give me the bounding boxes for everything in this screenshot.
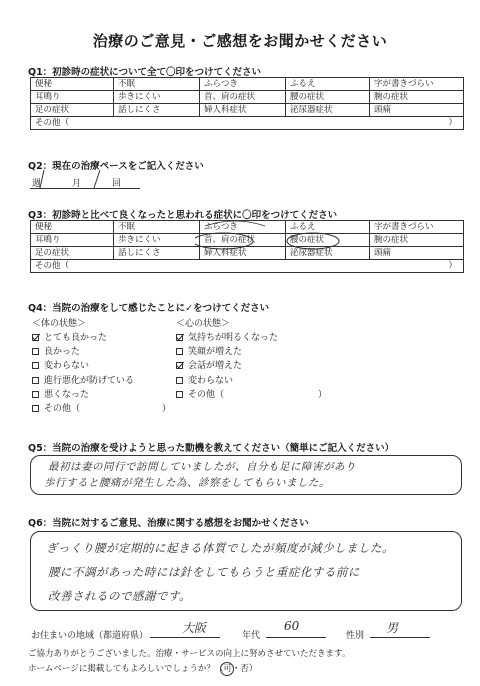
q3-cell[interactable]: 歩きにくい <box>114 234 200 247</box>
q1-cell[interactable]: ふるえ <box>286 78 370 91</box>
q3-cell[interactable]: 婦人科症状 <box>200 247 286 260</box>
q4-mind-option[interactable] <box>176 389 366 403</box>
q4-body-option-label: とても良かった <box>44 333 108 343</box>
checkbox-icon[interactable] <box>32 391 39 398</box>
q1-cell[interactable]: ふらつき <box>200 78 286 91</box>
q4-mind-title: ＜心の状態＞ <box>176 319 231 329</box>
checkbox-icon[interactable] <box>32 348 39 355</box>
q2-times-label: 回 <box>112 179 122 189</box>
q6-answer-line: 改善されるので感謝です。 <box>48 589 192 603</box>
q4-mind-option[interactable] <box>176 360 366 374</box>
q3-other-label: その他（ <box>35 261 70 271</box>
q1-other-field[interactable] <box>31 117 464 130</box>
q4-mind-option-label: 気持ちが明るくなった <box>188 333 279 343</box>
q3-cell[interactable]: 首、肩の症状 <box>200 234 286 247</box>
q3-heading: Q3：初診時と比べて良くなったと思われる症状に〇印をつけてください <box>28 210 338 221</box>
q1-cell[interactable]: 不眠 <box>114 78 200 91</box>
q1-cell[interactable]: 腰の症状 <box>286 91 370 104</box>
gender-label: 性別 <box>346 631 365 641</box>
q2-slash-marks <box>30 166 140 192</box>
q1-heading: Q1：初診時の症状について全て〇印をつけてください <box>28 67 261 78</box>
q1-cell[interactable]: 首、肩の症状 <box>200 91 286 104</box>
table-row <box>31 260 464 273</box>
checkbox-icon[interactable] <box>32 377 39 384</box>
q3-other-field[interactable] <box>31 260 464 273</box>
q4-mind-option[interactable] <box>176 332 366 346</box>
q4-mind-option-label: 笑顔が増えた <box>188 347 243 358</box>
table-row <box>31 78 464 91</box>
q1-cell[interactable]: 足の症状 <box>31 104 114 117</box>
checkbox-icon[interactable] <box>32 362 39 369</box>
q3-cell[interactable]: 腰の症状 <box>286 234 370 247</box>
q3-cell[interactable]: 泌尿器症状 <box>286 247 370 260</box>
q4-heading: Q4：当院の治療をして感じたことに✓をつけてください <box>28 303 270 314</box>
q4-mind-other-close: ） <box>318 389 328 400</box>
q1-other-close: ） <box>448 118 457 128</box>
q1-cell[interactable]: 腕の症状 <box>370 91 464 104</box>
gender-field[interactable] <box>370 624 430 638</box>
checkbox-icon[interactable] <box>176 362 183 369</box>
q2-week-label: 週 <box>32 179 42 189</box>
q3-cell[interactable]: 話しにくさ <box>114 247 200 260</box>
q4-body-title: ＜体の状態＞ <box>32 319 87 329</box>
age-label: 年代 <box>242 631 261 641</box>
q3-cell[interactable]: ふるえ <box>286 221 370 234</box>
form-title: 治療のご意見・ご感想をお聞かせください <box>92 32 388 50</box>
checkbox-icon[interactable] <box>32 405 39 412</box>
q1-cell[interactable]: 泌尿器症状 <box>286 104 370 117</box>
q4-body-option-label: 悪くなった <box>44 389 90 400</box>
address-label: お住まいの地域（都道府県） <box>31 631 149 641</box>
address-value: 大阪 <box>182 621 207 635</box>
q4-body-option-label: 変わらない <box>44 361 90 372</box>
q1-cell[interactable]: 耳鳴り <box>31 91 114 104</box>
q4-body-option-label: 良かった <box>44 347 81 358</box>
q3-cell[interactable]: 足の症状 <box>31 247 114 260</box>
q6-answer-line: 腰に不調があった時には針をしてもらうと重症化する前に <box>48 565 360 579</box>
q3-other-close: ） <box>448 261 457 271</box>
q3-cell[interactable]: 不眠 <box>114 221 200 234</box>
q2-month-label: 月 <box>72 179 82 189</box>
q3-cell[interactable]: 頭痛 <box>370 247 464 260</box>
q5-answer-line: 歩行すると腰痛が発生した為、診察をしてもらいました。 <box>44 477 330 489</box>
option-yes[interactable] <box>223 664 232 674</box>
q4-body-option[interactable] <box>32 403 202 417</box>
q3-cell[interactable]: 腕の症状 <box>370 234 464 247</box>
table-row <box>31 117 464 130</box>
checkbox-icon[interactable] <box>176 377 183 384</box>
gender-value: 男 <box>386 621 399 635</box>
option-yes-label: 可 <box>223 664 232 674</box>
q1-cell[interactable]: 便秘 <box>31 78 114 91</box>
q2-heading: Q2：現在の治療ペースをご記入ください <box>28 161 204 172</box>
checkbox-icon[interactable] <box>176 348 183 355</box>
homepage-question: ホームページに掲載してもよろしいでしょうか？（ <box>28 664 224 674</box>
q4-mind-column <box>176 318 366 403</box>
q1-cell[interactable]: 婦人科症状 <box>200 104 286 117</box>
table-row <box>31 104 464 117</box>
option-no[interactable]: 否 <box>240 664 249 674</box>
checkbox-icon[interactable] <box>176 391 183 398</box>
q6-heading: Q6：当院に対するご意見、治療に関する感想をお聞かせください <box>28 518 309 529</box>
q3-cell[interactable]: 便秘 <box>31 221 114 234</box>
q4-mind-option-label: 変わらない <box>188 375 234 386</box>
q5-heading: Q5：当院の治療を受けようと思った動機を教えてください（簡単にご記入ください） <box>28 443 395 454</box>
q6-answer-line: ぎっくり腰が定期的に起きる体質でしたが頻度が減少しました。 <box>46 541 394 555</box>
close-paren: ） <box>248 664 258 674</box>
q1-other-label: その他（ <box>35 118 70 128</box>
checkbox-icon[interactable] <box>176 334 183 341</box>
age-value: 60 <box>284 619 300 633</box>
option-separator: ・ <box>231 664 241 674</box>
q4-mind-option-label: その他（ <box>188 389 225 400</box>
homepage-permission <box>28 662 257 674</box>
q3-cell[interactable]: 字が書きづらい <box>370 221 464 234</box>
table-row <box>31 91 464 104</box>
q1-cell[interactable]: 話しにくさ <box>114 104 200 117</box>
q1-cell[interactable]: 頭痛 <box>370 104 464 117</box>
q1-cell[interactable]: 字が書きづらい <box>370 78 464 91</box>
q3-circle-marks <box>195 218 345 250</box>
q4-body-other-close: ） <box>162 403 172 414</box>
thanks-text: ご協力ありがとうございました。治療・サービスの向上に努めさせていただきます。 <box>28 649 351 659</box>
q4-mind-option-label: 会話が増えた <box>188 361 243 372</box>
q4-body-option-label: その他（ <box>44 403 81 414</box>
q5-answer-line: 最初は妻の同行で訪問していましたが、自分も足に障害があり <box>48 461 356 473</box>
q4-mind-option[interactable] <box>176 375 366 389</box>
q4-mind-option[interactable] <box>176 346 366 360</box>
q3-cell[interactable]: ふらつき <box>200 221 286 234</box>
q3-cell[interactable]: 耳鳴り <box>31 234 114 247</box>
q1-cell[interactable]: 歩きにくい <box>114 91 200 104</box>
checkbox-icon[interactable] <box>32 334 39 341</box>
q4-body-option-label: 進行悪化が防げている <box>44 375 135 386</box>
q1-symptom-table <box>30 77 464 130</box>
